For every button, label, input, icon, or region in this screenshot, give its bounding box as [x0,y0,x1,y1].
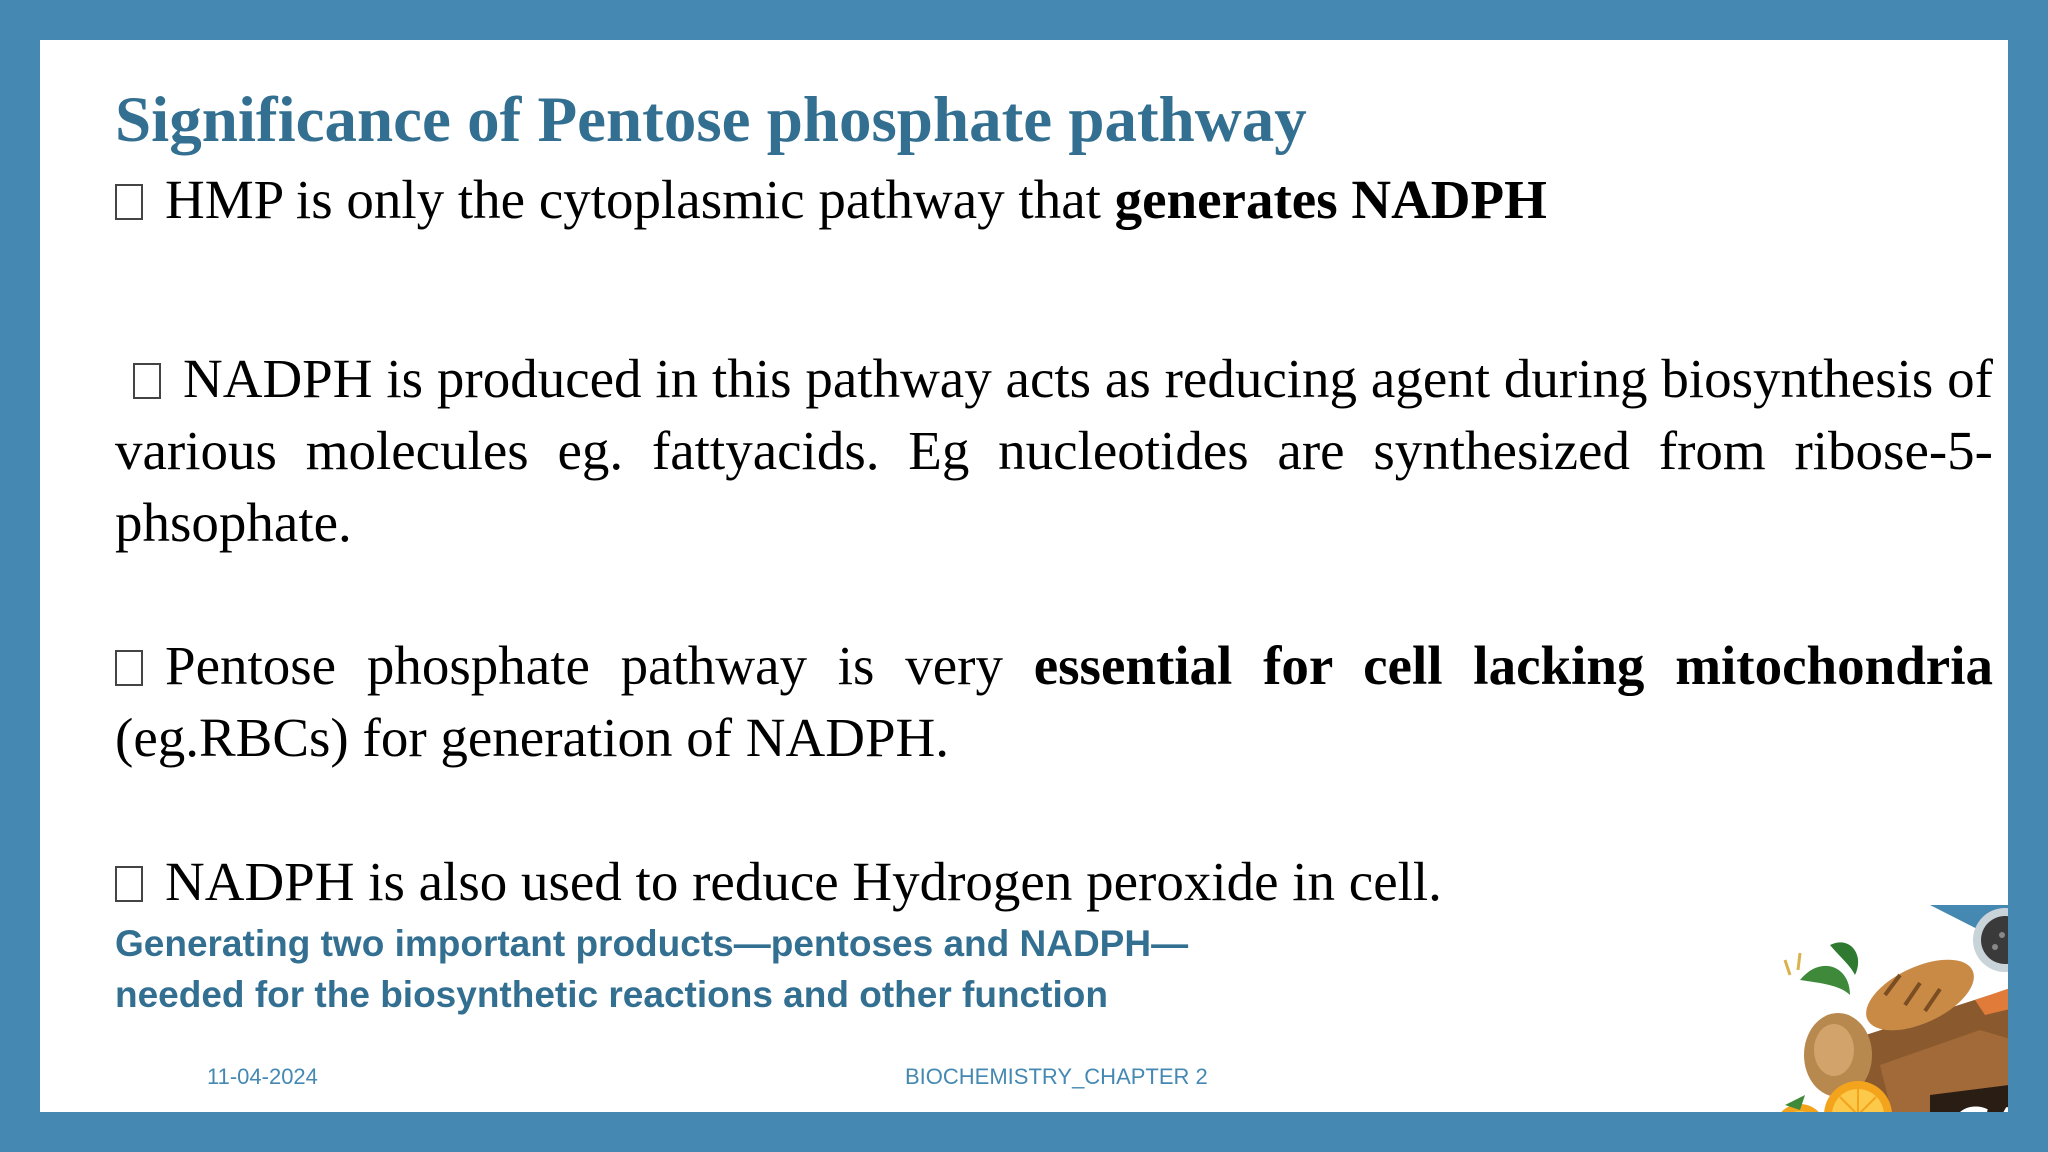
subnote-line-2: needed for the biosynthetic reactions and other function [115,974,1108,1015]
corner-text: CA [1950,1098,2029,1152]
bullet-paragraph-4 [115,846,1993,918]
bullet-box-icon [133,363,161,399]
paragraph-1-text: HMP is only the cytoplasmic pathway that [165,169,1115,230]
slide-title: Significance of Pentose phosphate pathway [115,84,1307,156]
bullet-paragraph-2 [115,343,1993,559]
paragraph-2-text: NADPH is produced in this pathway acts as reducing agent during biosynthesis of various molecules eg. fattyacids. Eg nucleotides are synthesized from ribose-5-phsophate. [115,348,1993,553]
footer-date: 11-04-2024 [207,1064,318,1089]
slide [40,40,2029,1152]
paragraph-3-tail: (eg.RBCs) for generation of NADPH. [115,707,950,768]
bullet-box-icon [115,184,143,220]
paragraph-3-text: Pentose phosphate pathway is very [165,635,1034,696]
bullet-box-icon [115,866,143,902]
paragraph-3-bold: essential for cell lacking mitochondria [1033,635,1993,696]
food-decoration-image [1780,905,2029,1152]
bullet-paragraph-1 [115,164,1993,236]
paragraph-1-bold: generates NADPH [1114,169,1547,230]
bullet-box-icon [115,650,143,686]
subnote [115,918,1188,1020]
footer-chapter: BIOCHEMISTRY_CHAPTER 2 [905,1064,1208,1089]
paragraph-4-text: NADPH is also used to reduce Hydrogen peroxide in cell. [165,851,1442,912]
bullet-paragraph-3 [115,630,1993,774]
subnote-line-1: Generating two important products—pentoses and NADPH— [115,923,1189,964]
